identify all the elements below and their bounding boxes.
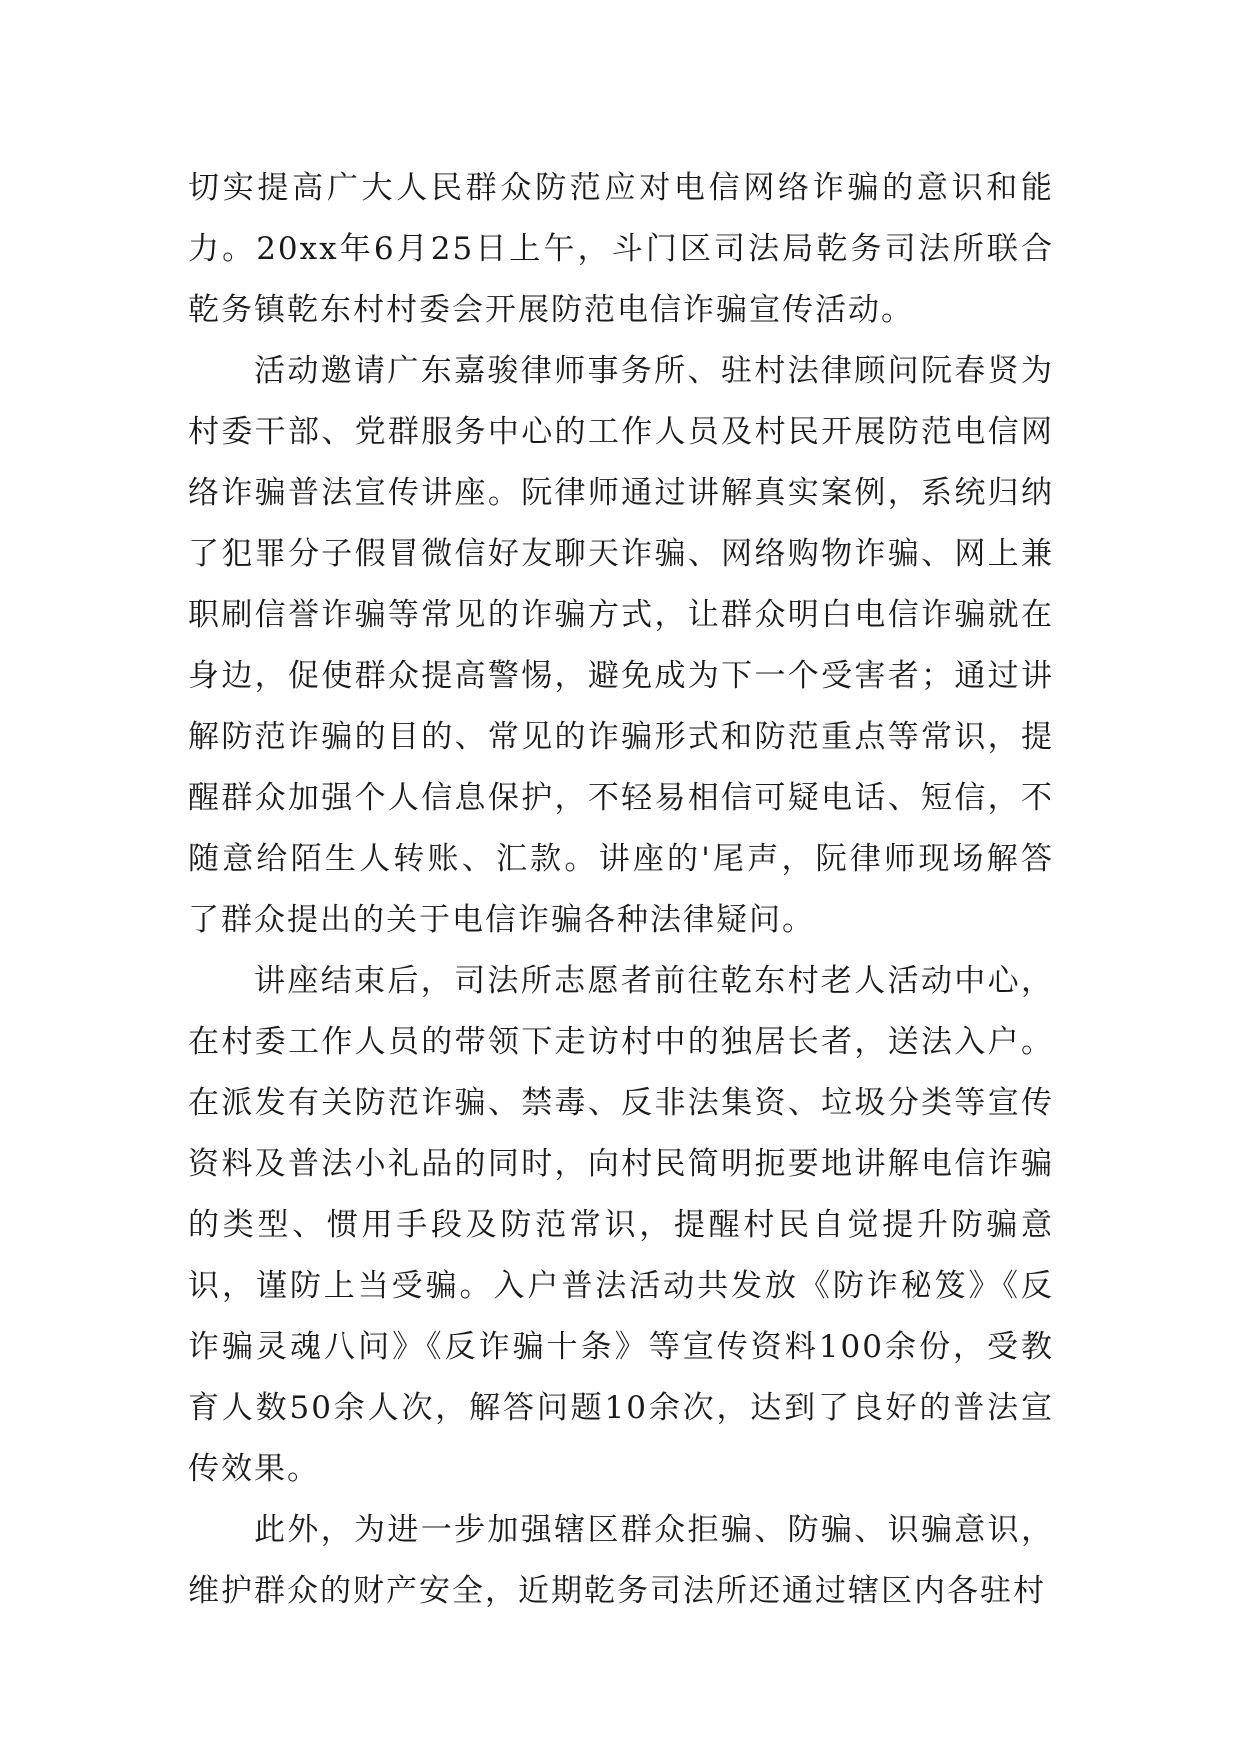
paragraph-4: 此外，为进一步加强辖区群众拒骗、防骗、识骗意识，维护群众的财产安全，近期乾务司法所还通过辖区内各驻村: [188, 1512, 1054, 1609]
paragraph-2: 活动邀请广东嘉骏律师事务所、驻村法律顾问阮春贤为村委干部、党群服务中心的工作人员及村民开展防范电信网络诈骗普法宣传讲座。阮律师通过讲解真实案例，系统归纳了犯罪分子假冒微信好友聊天诈骗、网络购物诈骗、网上兼职刷信誉诈骗等常见的诈骗方式，让群众明白电信诈骗就在身边，促使群众提高警惕，避免成为下一个受害者；通过讲解防范诈骗的目的、常见的诈骗形式和防范重点等常识，提醒群众加强个人信息保护，不轻易相信可疑电话、短信，不随意给陌生人转账、汇款。讲座的'尾声，阮律师现场解答了群众提出的关于电信诈骗各种法律疑问。: [188, 353, 1054, 938]
paragraph-3: 讲座结束后，司法所志愿者前往乾东村老人活动中心，在村委工作人员的带领下走访村中的独居长者，送法入户。在派发有关防范诈骗、禁毒、反非法集资、垃圾分类等宣传资料及普法小礼品的同时，向村民简明扼要地讲解电信诈骗的类型、惯用手段及防范常识，提醒村民自觉提升防骗意识，谨防上当受骗。入户普法活动共发放《防诈秘笈》《反诈骗灵魂八问》《反诈骗十条》等宣传资料100余份，受教育人数50余人次，解答问题10余次，达到了良好的普法宣传效果。: [188, 963, 1054, 1487]
paragraph-1: 切实提高广大人民群众防范应对电信网络诈骗的意识和能力。20xx年6月25日上午，斗门区司法局乾务司法所联合乾务镇乾东村村委会开展防范电信诈骗宣传活动。: [188, 170, 1054, 328]
body-text: [188, 158, 1054, 1622]
